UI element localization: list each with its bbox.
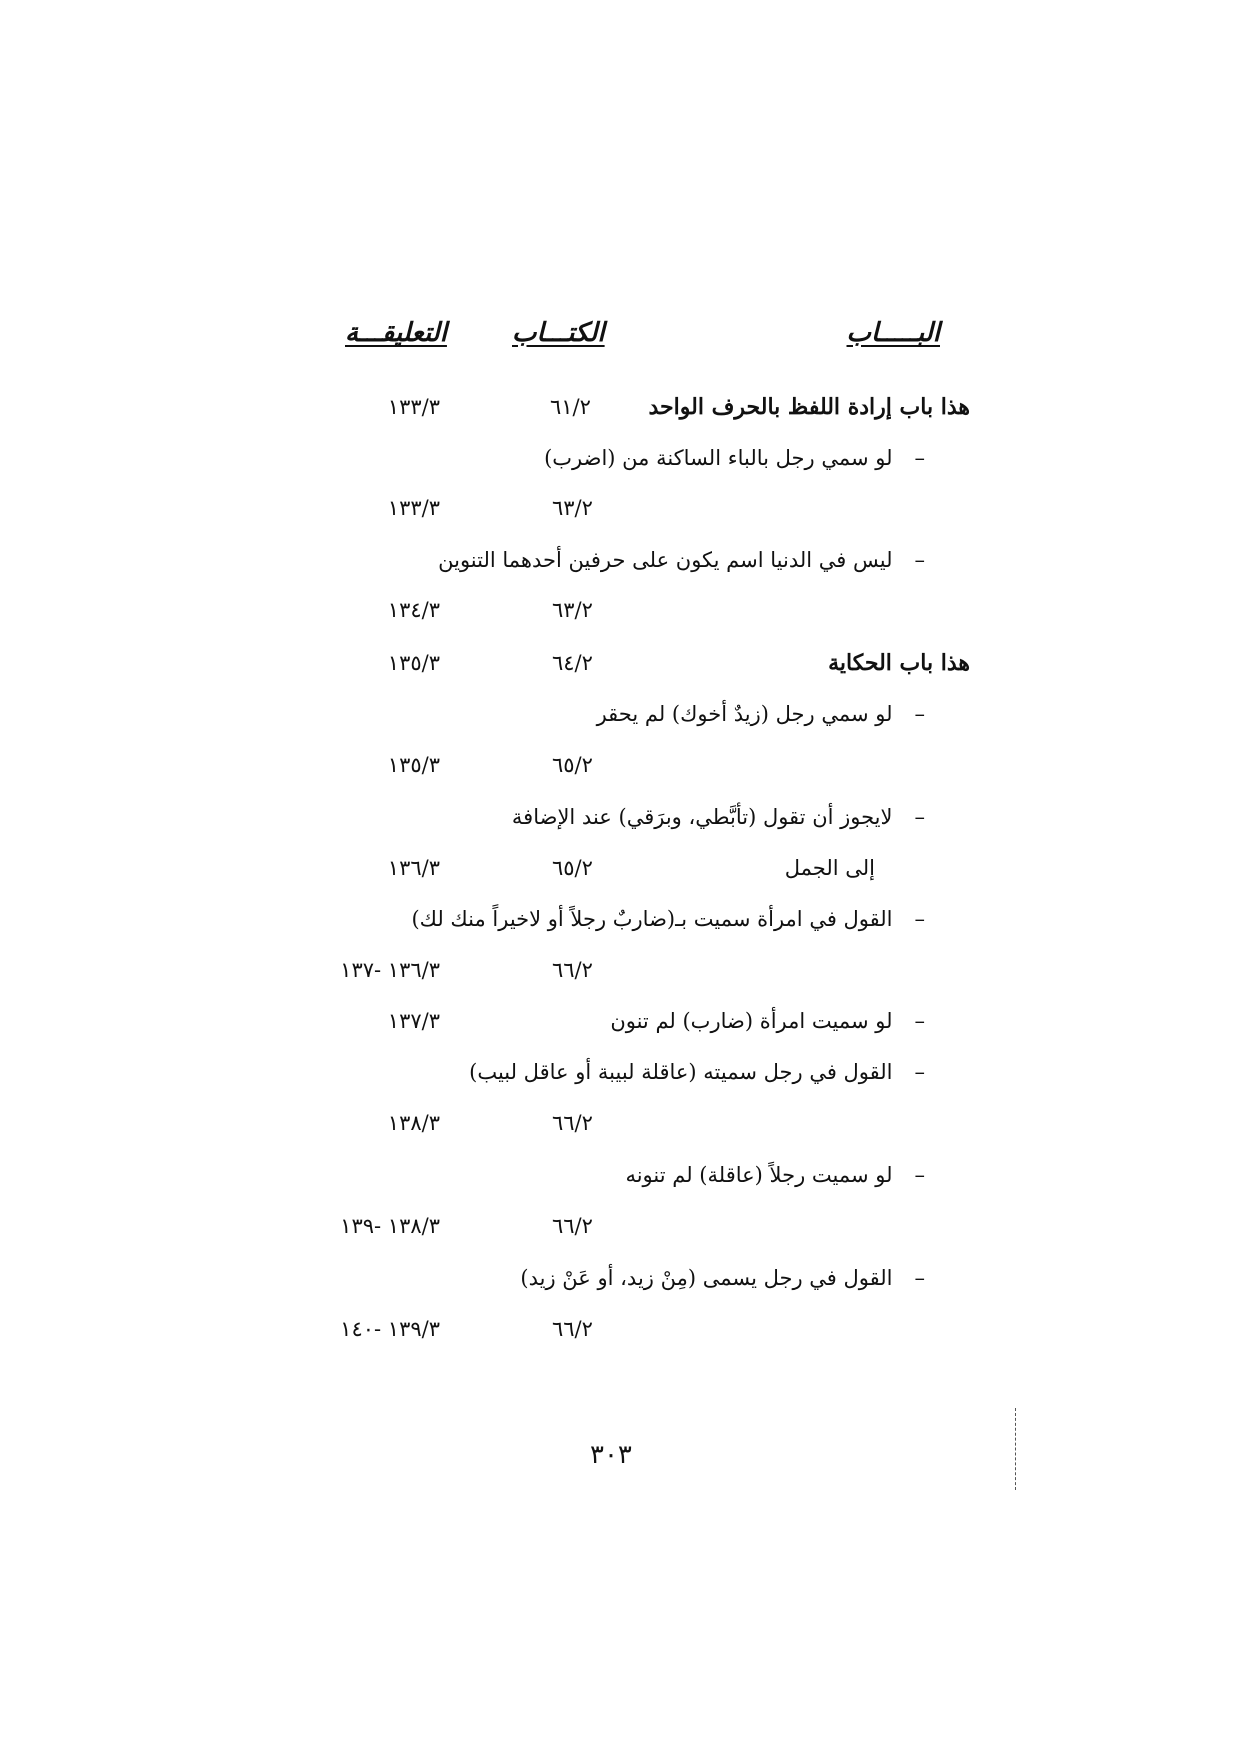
taliqa-ref: ١٣٧/٣ — [387, 1009, 440, 1033]
kitab-ref: ٦٦/٢ — [552, 1317, 593, 1341]
entry-text — [411, 899, 925, 939]
entry-dash: – — [914, 548, 925, 572]
index-row — [300, 387, 970, 427]
entry-dash: – — [914, 702, 925, 726]
entry-dash: – — [914, 1266, 925, 1290]
kitab-ref: ٦٣/٢ — [552, 598, 593, 622]
entry-text — [520, 1258, 925, 1298]
header-taliqa: التعليقـــة — [345, 318, 447, 348]
index-row — [300, 1103, 970, 1143]
entry-label: لو سمي رجل بالباء الساكنة من (اضرب) — [544, 446, 893, 470]
taliqa-ref: ١٣٨/٣ -١٣٩ — [340, 1214, 440, 1238]
index-row — [300, 950, 970, 990]
entry-text — [512, 797, 925, 837]
index-row — [300, 1309, 970, 1349]
kitab-ref: ٦٣/٢ — [552, 496, 593, 520]
kitab-ref: ٦٥/٢ — [552, 856, 593, 880]
kitab-ref: ٦١/٢ — [550, 395, 591, 419]
chapter-title: هذا باب إرادة اللفظ بالحرف الواحد — [648, 394, 970, 420]
index-row — [300, 848, 970, 888]
taliqa-ref: ١٣٦/٣ -١٣٧ — [340, 958, 440, 982]
entry-text — [625, 1155, 925, 1195]
header-kitab: الكتـــاب — [512, 318, 605, 348]
taliqa-ref: ١٣٩/٣ -١٤٠ — [340, 1317, 440, 1341]
entry-text — [438, 540, 925, 580]
kitab-ref: ٦٦/٢ — [552, 958, 593, 982]
kitab-ref: ٦٦/٢ — [552, 1214, 593, 1238]
index-row — [300, 899, 970, 939]
entry-continuation: إلى الجمل — [784, 856, 875, 880]
entry-text — [610, 1001, 925, 1041]
index-row — [300, 1206, 970, 1246]
entry-dash: – — [914, 907, 925, 931]
kitab-ref: ٦٥/٢ — [552, 753, 593, 777]
entry-text — [597, 694, 925, 734]
entry-label: لايجوز أن تقول (تأبَّطي، وبرَقي) عند الإضافة — [511, 805, 893, 829]
entry-label: لو سميت رجلاً (عاقلة) لم تنونه — [625, 1163, 893, 1187]
taliqa-ref: ١٣٣/٣ — [387, 496, 440, 520]
index-row — [300, 540, 970, 580]
index-row — [300, 643, 970, 683]
entry-text — [469, 1052, 925, 1092]
entry-label: القول في امرأة سميت بـ(ضاربٌ رجلاً أو لاخيراً منك لك) — [411, 907, 893, 931]
entry-label: لو سميت امرأة (ضارب) لم تنون — [610, 1009, 893, 1033]
entry-label: القول في رجل يسمى (مِنْ زيد، أو عَنْ زيد) — [520, 1266, 893, 1290]
entry-dash: – — [914, 805, 925, 829]
taliqa-ref: ١٣٥/٣ — [387, 651, 440, 675]
index-row — [300, 488, 970, 528]
entry-label: لو سمي رجل (زيدٌ أخوك) لم يحقر — [596, 702, 893, 726]
index-row — [300, 694, 970, 734]
page-number: ٣٠٣ — [590, 1440, 632, 1470]
entry-dash: – — [914, 1163, 925, 1187]
kitab-ref: ٦٦/٢ — [552, 1111, 593, 1135]
entry-text — [544, 438, 925, 478]
header-bab: البـــــاب — [846, 318, 940, 348]
entry-label: ليس في الدنيا اسم يكون على حرفين أحدهما التنوين — [438, 548, 893, 572]
entry-dash: – — [914, 446, 925, 470]
index-row — [300, 1155, 970, 1195]
taliqa-ref: ١٣٨/٣ — [387, 1111, 440, 1135]
margin-scan-line — [1015, 1408, 1016, 1490]
entry-label: القول في رجل سميته (عاقلة لبيبة أو عاقل لبيب) — [469, 1060, 893, 1084]
index-row — [300, 797, 970, 837]
taliqa-ref: ١٣٤/٣ — [387, 598, 440, 622]
index-row — [300, 438, 970, 478]
index-row — [300, 1001, 970, 1041]
chapter-title: هذا باب الحكاية — [828, 650, 970, 676]
index-row — [300, 590, 970, 630]
index-row — [300, 745, 970, 785]
taliqa-ref: ١٣٦/٣ — [387, 856, 440, 880]
entry-dash: – — [914, 1060, 925, 1084]
entry-dash: – — [914, 1009, 925, 1033]
taliqa-ref: ١٣٥/٣ — [387, 753, 440, 777]
kitab-ref: ٦٤/٢ — [552, 651, 593, 675]
taliqa-ref: ١٣٣/٣ — [387, 395, 440, 419]
index-row — [300, 1052, 970, 1092]
index-row — [300, 1258, 970, 1298]
